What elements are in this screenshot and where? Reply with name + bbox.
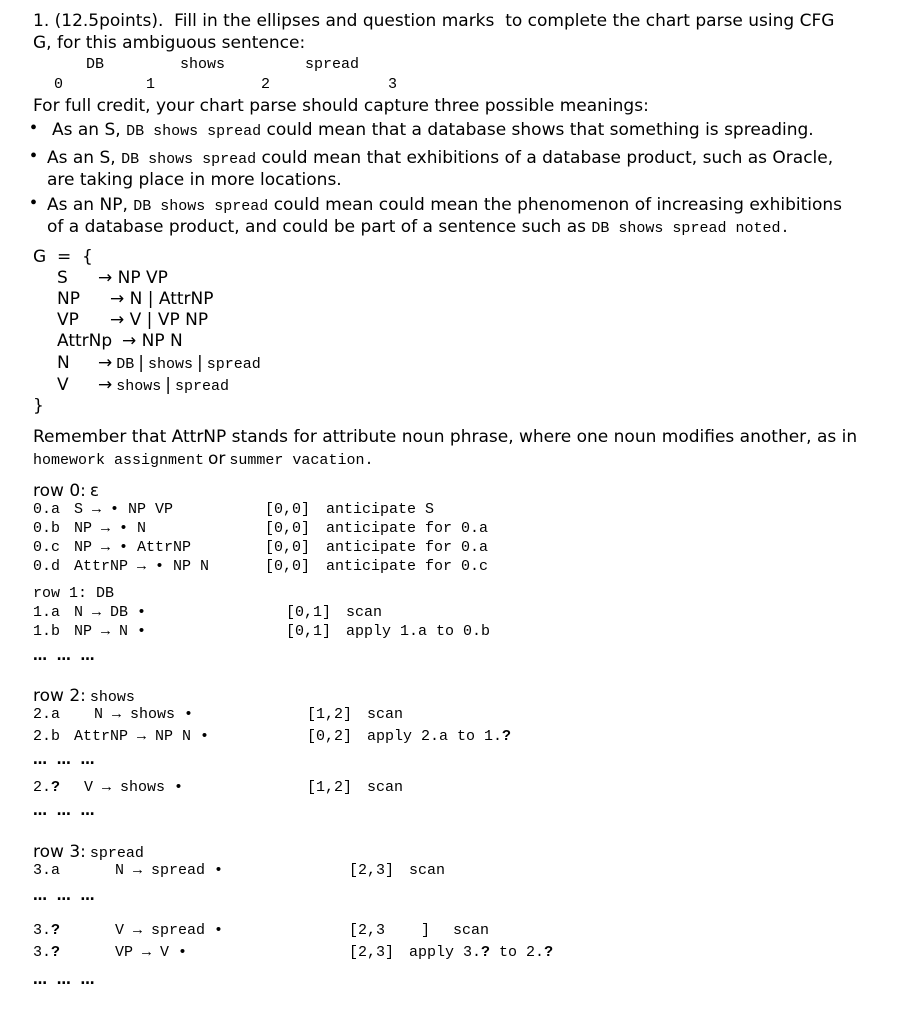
ellipsis: … … … xyxy=(33,888,95,904)
entry-note: scan xyxy=(367,706,404,723)
entry-note: anticipate S xyxy=(326,501,435,518)
entry-note: scan xyxy=(367,779,404,796)
entry-note: anticipate for 0.a xyxy=(326,539,489,556)
remember-examples: homework assignment or summer vacation. xyxy=(33,449,374,469)
entry-note: scan xyxy=(346,604,383,621)
meaning-3-cont: of a database product, and could be part of a sentence such as DB shows spread noted. xyxy=(47,217,790,237)
meaning-3: As an NP, DB shows spread could mean could mean the phenomenon of increasing exhibitions xyxy=(47,195,843,215)
entry-rule: NP → N • xyxy=(74,623,147,640)
entry-span: [0,1] xyxy=(286,623,332,640)
entry-note: apply 1.a to 0.b xyxy=(346,623,491,640)
sentence-word-shows: shows xyxy=(180,56,226,73)
sentence-index-1: 1 xyxy=(146,76,156,93)
meaning-2-cont: are taking place in more locations. xyxy=(47,170,342,190)
entry-id: 0.c xyxy=(33,539,61,556)
entry-id: 0.d xyxy=(33,558,61,575)
entry-note: scan xyxy=(409,862,446,879)
entry-span: [1,2] xyxy=(307,779,353,796)
row-2-label: row 2: shows xyxy=(33,686,135,706)
entry-id: 2.? xyxy=(33,779,61,796)
grammar-lhs: VP xyxy=(57,310,79,330)
grammar-rhs: → V | VP NP xyxy=(110,310,209,330)
entry-rule: AttrNP → • NP N xyxy=(74,558,210,575)
entry-id: 3.? xyxy=(33,922,61,939)
grammar-lhs: AttrNp xyxy=(57,331,113,351)
entry-id: 3.? xyxy=(33,944,61,961)
row-3-label: row 3: spread xyxy=(33,842,144,862)
entry-span: [0,2] xyxy=(307,728,353,745)
grammar-open: G = { xyxy=(33,247,93,267)
entry-id: 0.a xyxy=(33,501,61,518)
grammar-close: } xyxy=(33,396,44,416)
sentence-index-0: 0 xyxy=(54,76,64,93)
question-title: 1. (12.5points). Fill in the ellipses and question marks to complete the chart parse using CFG xyxy=(33,11,835,31)
entry-note: apply 2.a to 1.? xyxy=(367,728,512,745)
entry-id: 1.a xyxy=(33,604,61,621)
entry-id: 3.a xyxy=(33,862,61,879)
grammar-rhs: → NP N xyxy=(122,331,183,351)
row-0-label: row 0: ε xyxy=(33,481,100,501)
entry-rule: N → DB • xyxy=(74,604,147,621)
entry-note: apply 3.? to 2.? xyxy=(409,944,554,961)
entry-note: anticipate for 0.a xyxy=(326,520,489,537)
sentence-index-3: 3 xyxy=(388,76,398,93)
grammar-lhs: S xyxy=(57,268,68,288)
ellipsis: … … … xyxy=(33,648,95,664)
entry-rule: N → shows • xyxy=(94,706,194,723)
entry-span: [2,3 ] xyxy=(349,922,431,939)
entry-id: 2.b xyxy=(33,728,61,745)
entry-id: 0.b xyxy=(33,520,61,537)
meaning-1: As an S, DB shows spread could mean that a database shows that something is spreading. xyxy=(52,120,814,140)
entry-rule: AttrNP → NP N • xyxy=(74,728,210,745)
grammar-lhs: V xyxy=(57,375,69,395)
entry-rule: S → • NP VP xyxy=(74,501,174,518)
grammar-lhs: NP xyxy=(57,289,80,309)
row-1-label: row 1: DB xyxy=(33,585,115,602)
grammar-rhs: → N | AttrNP xyxy=(110,289,214,309)
ellipsis: … … … xyxy=(33,803,95,819)
bullet-icon: • xyxy=(30,192,38,214)
grammar-lhs: N xyxy=(57,353,70,373)
entry-span: [0,0] xyxy=(265,501,311,518)
grammar-rhs: → NP VP xyxy=(98,268,168,288)
grammar-rhs-n: → DB | shows | spread xyxy=(98,353,261,373)
entry-rule: V → spread • xyxy=(115,922,224,939)
credit-intro: For full credit, your chart parse should capture three possible meanings: xyxy=(33,96,649,116)
bullet-icon: • xyxy=(30,145,38,167)
grammar-rhs-v: → shows | spread xyxy=(98,375,230,395)
entry-rule: NP → • AttrNP xyxy=(74,539,192,556)
entry-rule: V → shows • xyxy=(84,779,184,796)
sentence-word-spread: spread xyxy=(305,56,360,73)
meaning-2: As an S, DB shows spread could mean that exhibitions of a database product, such as Oracle, xyxy=(47,148,834,168)
entry-id: 2.a xyxy=(33,706,61,723)
entry-span: [0,0] xyxy=(265,520,311,537)
entry-span: [1,2] xyxy=(307,706,353,723)
entry-span: [2,3] xyxy=(349,862,395,879)
sentence-index-2: 2 xyxy=(261,76,271,93)
sentence-word-db: DB xyxy=(86,56,105,73)
entry-rule: N → spread • xyxy=(115,862,224,879)
entry-span: [2,3] xyxy=(349,944,395,961)
entry-note: anticipate for 0.c xyxy=(326,558,489,575)
entry-id: 1.b xyxy=(33,623,61,640)
entry-note: scan xyxy=(453,922,490,939)
entry-rule: VP → V • xyxy=(115,944,188,961)
entry-rule: NP → • N xyxy=(74,520,147,537)
remember-note: Remember that AttrNP stands for attribute noun phrase, where one noun modifies another, as in xyxy=(33,427,858,447)
bullet-icon: • xyxy=(30,117,38,139)
entry-span: [0,0] xyxy=(265,539,311,556)
ellipsis: … … … xyxy=(33,752,95,768)
entry-span: [0,1] xyxy=(286,604,332,621)
ellipsis: … … … xyxy=(33,972,95,988)
question-subtitle: G, for this ambiguous sentence: xyxy=(33,33,306,53)
entry-span: [0,0] xyxy=(265,558,311,575)
